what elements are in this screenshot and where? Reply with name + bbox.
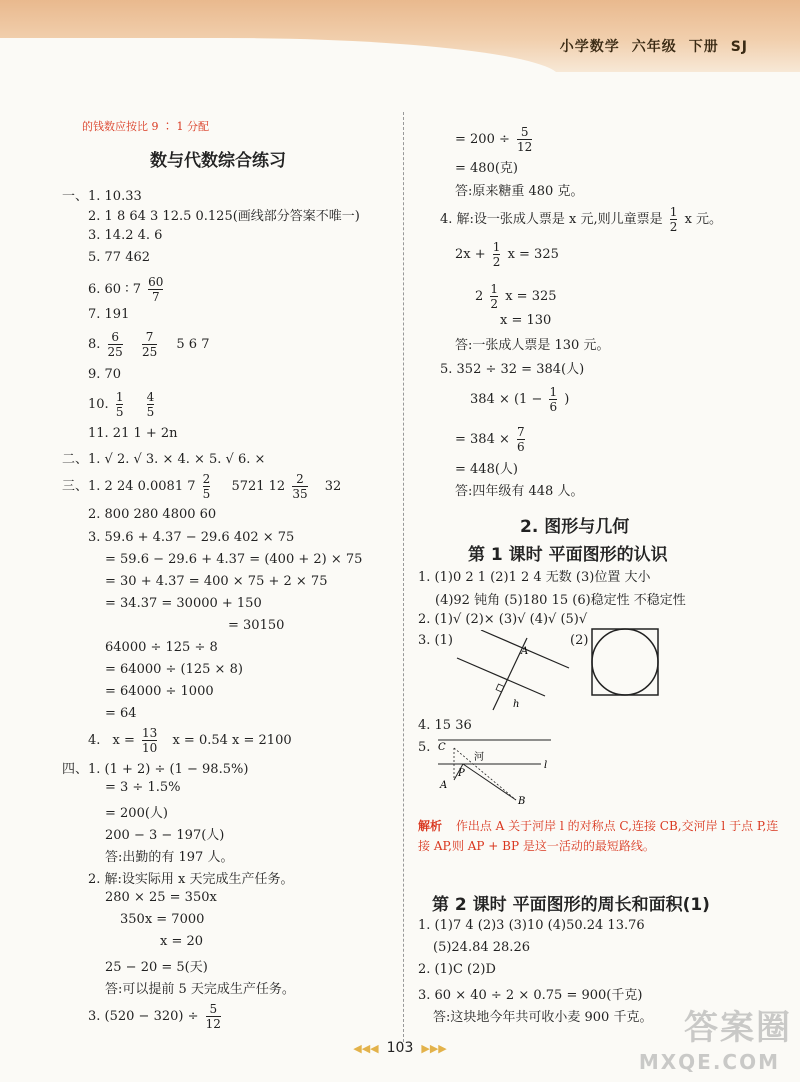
- answer-line: (4)92 钝角 (5)180 15 (6)稳定性 不稳定性: [435, 593, 686, 608]
- answer-line: 3. 14.2 4. 6: [88, 228, 163, 243]
- answer-line: 9. 70: [88, 367, 122, 382]
- answer-line: 2 $\frac{1}{2}$ x = 325: [475, 282, 557, 311]
- answer-line: 64000 ÷ 125 ÷ 8: [105, 640, 218, 655]
- line-label: l: [544, 760, 548, 771]
- answer-line: x = 130: [500, 313, 552, 328]
- answer-line: (5)24.84 28.26: [433, 940, 530, 955]
- point-label: C: [438, 742, 446, 753]
- fraction: $\frac{5}{12}$: [205, 1002, 221, 1031]
- river-shortest-path-figure: [436, 734, 556, 808]
- river-label: 河: [474, 752, 484, 763]
- answer-line: 答:原来糖重 480 克。: [455, 184, 584, 199]
- answer-line: = 200 ÷ $\frac{5}{12}$: [455, 125, 533, 154]
- answer-line: 8. $\frac{6}{25}$ $\frac{7}{25}$ 5 6 7: [88, 330, 210, 359]
- fraction: $\frac{7}{6}$: [517, 425, 525, 454]
- watermark-url: MXQE.COM: [638, 1050, 780, 1074]
- answer-line: 25 − 20 = 5(天): [105, 960, 208, 975]
- fraction: $\frac{7}{25}$: [141, 330, 158, 359]
- answer-line: 384 × (1 − $\frac{1}{6}$ ): [470, 385, 570, 414]
- fraction: $\frac{60}{7}$: [148, 275, 164, 304]
- header-edition: SJ: [730, 39, 748, 55]
- answer-line: 3. (520 − 320) ÷ $\frac{5}{12}$: [88, 1002, 221, 1031]
- answer-line: 5. 77 462: [88, 250, 151, 265]
- answer-line: = 59.6 − 29.6 + 4.37 = (400 + 2) × 75: [105, 552, 363, 567]
- answer-line: 1. (1)0 2 1 (2)1 2 4 无数 (3)位置 大小: [418, 570, 651, 585]
- answer-line: 11. 21 1 + 2n: [88, 426, 178, 441]
- answer-line: 4. x = $\frac{13}{10}$ x = 0.54 x = 2100: [88, 726, 292, 755]
- header-volume: 下册: [688, 39, 719, 55]
- answer-line: 5. 352 ÷ 32 = 384(人): [440, 362, 585, 377]
- analysis-block: [418, 816, 788, 856]
- answer-line: 2. 解:设实际用 x 天完成生产任务。: [88, 872, 294, 887]
- next-arrows-icon: ▶▶▶: [421, 1042, 447, 1055]
- answer-line: 二、1. √ 2. √ 3. × 4. × 5. √ 6. ×: [62, 452, 266, 467]
- answer-line: 2. (1)√ (2)× (3)√ (4)√ (5)√: [418, 612, 588, 627]
- point-label: A: [440, 780, 448, 791]
- answer-line: = 3 ÷ 1.5%: [105, 780, 181, 795]
- fraction: $\frac{5}{12}$: [517, 125, 533, 154]
- answer-line: 4. 解:设一张成人票是 x 元,则儿童票是 $\frac{1}{2}$ x 元。: [440, 205, 723, 234]
- circle-in-square-figure: [590, 627, 662, 699]
- column-divider: [403, 112, 404, 1042]
- answer-line: 四、1. (1 + 2) ÷ (1 − 98.5%): [62, 762, 249, 777]
- answer-line: x = 20: [160, 934, 204, 949]
- fraction: $\frac{2}{35}$: [292, 472, 308, 501]
- point-label: A: [521, 646, 529, 657]
- answer-line: 答:出勤的有 197 人。: [105, 850, 234, 865]
- parallel-lines-figure: [445, 630, 570, 715]
- answer-line: = 64: [105, 706, 137, 721]
- running-header: [548, 36, 748, 56]
- fraction: $\frac{4}{5}$: [146, 390, 155, 419]
- fraction: $\frac{6}{25}$: [107, 330, 123, 359]
- prev-arrows-icon: ◀◀◀: [353, 1042, 379, 1055]
- answer-line: 一、1. 10.33: [62, 189, 142, 204]
- answer-line: 1. (1)7 4 (2)3 (3)10 (4)50.24 13.76: [418, 918, 645, 933]
- answer-line: 7. 191: [88, 307, 130, 322]
- answer-line: = 200(人): [105, 806, 168, 821]
- answer-line: = 64000 ÷ (125 × 8): [105, 662, 243, 677]
- section-title-numbers: 数与代数综合练习: [150, 151, 286, 171]
- point-label: B: [518, 796, 526, 807]
- answer-line: 3. 59.6 + 4.37 − 29.6 402 × 75: [88, 530, 295, 545]
- answer-line: = 34.37 = 30000 + 150: [105, 596, 262, 611]
- answer-line: = 30 + 4.37 = 400 × 75 + 2 × 75: [105, 574, 328, 589]
- answer-line: 350x = 7000: [120, 912, 205, 927]
- answer-line: 2. (1)C (2)D: [418, 962, 496, 977]
- answer-line: = 30150: [228, 618, 285, 633]
- answer-line: 2. 800 280 4800 60: [88, 507, 217, 522]
- section-title-geometry: 2. 图形与几何: [520, 517, 630, 537]
- answer-line: = 480(克): [455, 161, 518, 176]
- answer-line: 5.: [418, 740, 431, 755]
- answer-line: 答:这块地今年共可收小麦 900 千克。: [433, 1010, 653, 1025]
- answer-line: 200 − 3 − 197(人): [105, 828, 225, 843]
- fraction: $\frac{1}{2}$: [492, 240, 501, 269]
- fraction: $\frac{1}{6}$: [549, 385, 558, 414]
- fraction: $\frac{1}{2}$: [490, 282, 499, 311]
- page-number: 103: [386, 1040, 414, 1056]
- answer-line: 3. 60 × 40 ÷ 2 × 0.75 = 900(千克): [418, 988, 643, 1003]
- answer-line: 答:一张成人票是 130 元。: [455, 338, 610, 353]
- header-grade: 六年级: [631, 39, 677, 55]
- answer-line: 280 × 25 = 350x: [105, 890, 217, 905]
- fraction: $\frac{1}{2}$: [669, 205, 678, 234]
- watermark-logo: 答案圈: [684, 1008, 792, 1048]
- analysis-text: 作出点 A 关于河岸 l 的对称点 C,连接 CB,交河岸 l 于点 P,连接 AP,则 AP + BP 是这一活动的最短路线。: [418, 819, 779, 853]
- lesson-title-1: 第 1 课时 平面图形的认识: [468, 545, 668, 565]
- answer-line: = 64000 ÷ 1000: [105, 684, 214, 699]
- fraction: $\frac{2}{5}$: [202, 472, 211, 501]
- answer-line: 答:四年级有 448 人。: [455, 484, 584, 499]
- height-label: h: [513, 699, 520, 710]
- answer-line: 答:可以提前 5 天完成生产任务。: [105, 982, 295, 997]
- analysis-label: 解析: [418, 819, 443, 833]
- point-label: P: [458, 768, 465, 779]
- answer-line: 10. $\frac{1}{5}$ $\frac{4}{5}$: [88, 390, 155, 419]
- fraction: $\frac{13}{10}$: [142, 726, 158, 755]
- answer-line: = 384 × $\frac{7}{6}$: [455, 425, 525, 454]
- answer-line: 3. (1): [418, 633, 453, 648]
- answer-line: (2): [570, 633, 589, 648]
- answer-line: 2x + $\frac{1}{2}$ x = 325: [455, 240, 559, 269]
- answer-line: 6. 60 ∶ 7 $\frac{60}{7}$: [88, 275, 164, 304]
- fraction: $\frac{1}{5}$: [115, 390, 124, 419]
- answer-line: 4. 15 36: [418, 718, 472, 733]
- answer-line: 三、1. 2 24 0.0081 7 $\frac{2}{5}$ 5721 12 $\frac{2}{35}$ 32: [62, 472, 342, 501]
- lesson-title-2: 第 2 课时 平面图形的周长和面积(1): [432, 895, 710, 915]
- answer-line: 2. 1 8 64 3 12.5 0.125(画线部分答案不唯一): [88, 209, 360, 224]
- header-subject: 小学数学: [559, 39, 620, 55]
- answer-line: = 448(人): [455, 462, 518, 477]
- top-note: 的钱数应按比 9 ∶ 1 分配: [82, 120, 209, 133]
